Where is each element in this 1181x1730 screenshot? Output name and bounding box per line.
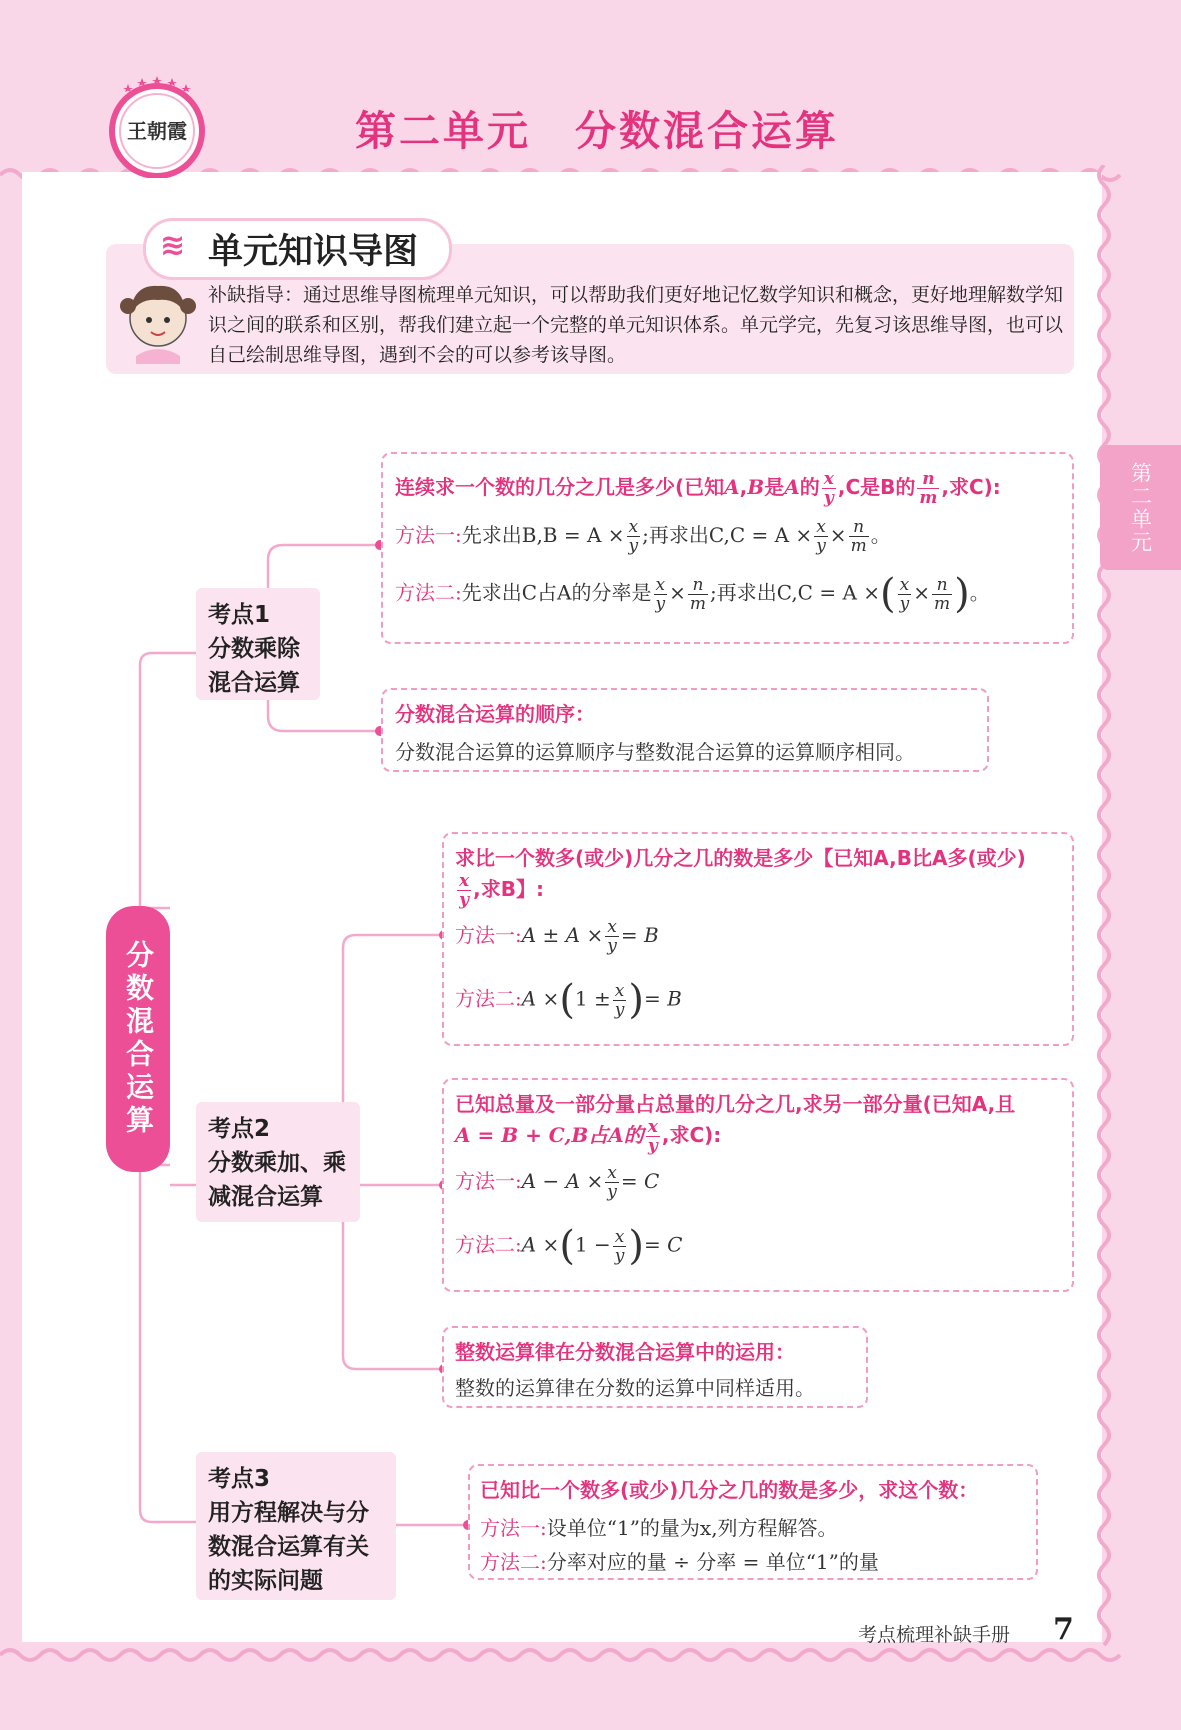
box6-m1-text: 设单位“1”的量为x,列方程解答。 xyxy=(546,1516,838,1540)
kaodian-1-num: 考点1 xyxy=(208,602,271,628)
frac-num: x xyxy=(823,469,834,489)
box6-m2-text: 分率对应的量 ÷ 分率 = 单位“1”的量 xyxy=(546,1550,879,1574)
frac-x-y xyxy=(898,576,912,613)
box3-method1 xyxy=(455,918,659,955)
frac-x-y xyxy=(605,918,619,955)
page-title: 第二单元 分数混合运算 xyxy=(355,107,839,155)
frac-num: n xyxy=(917,470,939,489)
box3-title-line2 xyxy=(455,872,544,909)
frac-num: x xyxy=(654,576,668,595)
box1-title-c: , xyxy=(739,475,748,499)
box1-title xyxy=(395,470,1001,507)
method-label: 方法二: xyxy=(455,1232,522,1257)
box3-m2-a: A × xyxy=(521,986,560,1011)
box3-title-b: ,求B】: xyxy=(473,877,544,901)
box4-method1 xyxy=(455,1164,659,1201)
frac-den: y xyxy=(655,593,666,614)
kaodian-2-num: 考点2 xyxy=(208,1116,271,1142)
box6-method1 xyxy=(480,1512,838,1541)
frac-den: y xyxy=(614,1245,625,1266)
frac-x-y xyxy=(814,518,828,555)
frac-n-m xyxy=(688,576,708,613)
method-label: 方法二: xyxy=(395,580,462,605)
box1-m1-a: 先求出B,B = A × xyxy=(461,523,625,547)
box1-method2: 方法二:先求出C占A的分率是 $\frac{x}{y}$ × $\frac{n}{m}$ ;再求出C,C = A ×( $\frac{x}{y}$ × $\frac{n}{m}$ )。 xyxy=(395,571,990,617)
frac-num: n xyxy=(932,576,952,595)
method-label: 方法二: xyxy=(480,1550,547,1574)
frac-num: x xyxy=(613,1228,627,1247)
box1-method1 xyxy=(395,518,891,555)
frac-den: m xyxy=(689,593,706,614)
frac-den: m xyxy=(934,593,951,614)
box3-m2-c: = B xyxy=(643,986,682,1011)
box4-title-c: ,求C): xyxy=(661,1123,722,1147)
frac-den: y xyxy=(607,936,617,956)
frac-num: x xyxy=(814,518,828,537)
root-topic: 分数混合运算 xyxy=(106,906,170,1172)
box1-title-h: ,C是B的 xyxy=(837,475,916,499)
footer-book-title: 考点梳理补缺手册 xyxy=(858,1624,1011,1646)
box2-title: 分数混合运算的顺序： xyxy=(395,702,595,726)
kaodian-3-num: 考点3 xyxy=(208,1466,271,1492)
frac-x-y xyxy=(457,872,471,909)
kaodian-2 xyxy=(196,1102,360,1222)
guide-title: 单元知识导图 xyxy=(208,232,419,272)
frac-den: y xyxy=(823,488,834,508)
box1-title-b: A xyxy=(724,475,740,499)
box6-title: 已知比一个数多(或少)几分之几的数是多少，求这个数： xyxy=(480,1478,979,1502)
frac-x-y xyxy=(613,982,627,1019)
frac-den: y xyxy=(628,536,639,556)
frac-den: y xyxy=(647,1136,658,1156)
box3-m1-b: = B xyxy=(620,923,659,947)
frac-den: m xyxy=(850,536,867,556)
box1-m1-end: 。 xyxy=(870,523,891,547)
frac-num: x xyxy=(898,576,912,595)
page-number: 7 xyxy=(1053,1612,1074,1647)
method-label: 方法一: xyxy=(395,523,462,547)
box2-text: 分数混合运算的运算顺序与整数混合运算的运算顺序相同。 xyxy=(395,740,915,764)
box1-title-f: A xyxy=(784,475,800,499)
box4-title-line2 xyxy=(455,1118,721,1155)
box1-m2-d: × xyxy=(913,580,931,605)
frac-x-y xyxy=(822,470,836,507)
frac-num: x xyxy=(647,1117,658,1137)
box3-method2: 方法二:A ×(1 ± $\frac{x}{y}$ )= B xyxy=(455,977,682,1023)
frac-num: n xyxy=(688,576,708,595)
frac-n-m xyxy=(849,518,869,555)
box3-m2-b: 1 ± xyxy=(574,986,611,1011)
box4-title-b: A = B + C,B占A的 xyxy=(455,1123,644,1147)
frac-den: y xyxy=(816,536,826,556)
kaodian-1 xyxy=(196,588,320,700)
box1-title-g: 的 xyxy=(799,475,820,499)
box6-method2 xyxy=(480,1546,879,1575)
kaodian-3-title: 用方程解决与分数混合运算有关的实际问题 xyxy=(208,1500,369,1594)
box1-title-e: 是 xyxy=(764,475,785,499)
box4-m1-b: = C xyxy=(620,1169,660,1193)
box5-text: 整数的运算律在分数的运算中同样适用。 xyxy=(455,1376,815,1400)
frac-x-y xyxy=(654,576,668,613)
frac-den: y xyxy=(614,999,625,1020)
box1-m1-c: × xyxy=(829,523,847,547)
logo-text: 王朝霞 xyxy=(127,119,187,143)
kaodian-3 xyxy=(196,1452,396,1600)
frac-x-y xyxy=(605,1164,619,1201)
frac-num: x xyxy=(613,982,627,1001)
box1-m2-end: 。 xyxy=(969,580,990,605)
wave-lines-icon: ≋ xyxy=(160,228,186,263)
box1-m2-c: ;再求出C,C = A × xyxy=(710,580,881,605)
frac-x-y xyxy=(613,1228,627,1265)
method-label: 方法二: xyxy=(455,986,522,1011)
method-label: 方法一: xyxy=(455,1169,522,1193)
frac-num: x xyxy=(605,918,619,937)
box4-method2: 方法二:A ×(1 − $\frac{x}{y}$ )= C xyxy=(455,1223,683,1269)
guide-text: 补缺指导：通过思维导图梳理单元知识，可以帮助我们更好地记忆数学知识和概念，更好地理解数学知识之间的联系和区别，帮我们建立起一个完整的单元知识体系。单元学完，先复习该思维导图，也可以自己绘制思维导图，遇到不会的可以参考该导图。 xyxy=(208,284,1064,366)
frac-n-m xyxy=(917,470,939,507)
frac-den: m xyxy=(919,488,938,508)
box1-m2-b: × xyxy=(669,580,686,605)
box1-title-i: ,求C): xyxy=(941,475,1001,499)
kaodian-1-title: 分数乘除混合运算 xyxy=(208,636,300,696)
method-label: 方法一: xyxy=(455,923,522,947)
box4-m2-a: A × xyxy=(521,1232,560,1257)
frac-den: y xyxy=(607,1182,617,1202)
box4-m2-b: 1 − xyxy=(574,1232,611,1257)
box1-title-d: B xyxy=(747,475,765,499)
frac-num: n xyxy=(849,518,869,537)
box1-m2-a: 先求出C占A的分率是 xyxy=(461,580,652,605)
frac-x-y xyxy=(627,518,641,555)
frac-num: x xyxy=(459,871,470,891)
method-label: 方法一: xyxy=(480,1516,547,1540)
box3-m1-a: A ± A × xyxy=(521,923,604,947)
frac-den: y xyxy=(459,890,470,910)
frac-num: x xyxy=(627,518,641,537)
box5-title: 整数运算律在分数混合运算中的运用： xyxy=(455,1340,795,1364)
frac-n-m xyxy=(932,576,952,613)
box1-title-a: 连续求一个数的几分之几是多少(已知 xyxy=(395,475,725,499)
frac-den: y xyxy=(899,593,910,614)
frac-num: x xyxy=(605,1164,619,1183)
box4-m1-a: A − A × xyxy=(521,1169,604,1193)
box1-m1-b: ;再求出C,C = A × xyxy=(642,523,813,547)
unit-side-tab: 第二单元 xyxy=(1100,445,1181,570)
kaodian-2-title: 分数乘加、乘减混合运算 xyxy=(208,1150,346,1210)
box4-title-a: 已知总量及一部分量占总量的几分之几,求另一部分量(已知A,且 xyxy=(455,1092,1016,1116)
frac-x-y xyxy=(646,1118,660,1155)
box3-title-a: 求比一个数多(或少)几分之几的数是多少【已知A,B比A多(或少) xyxy=(455,846,1026,870)
box4-m2-c: = C xyxy=(643,1232,683,1257)
